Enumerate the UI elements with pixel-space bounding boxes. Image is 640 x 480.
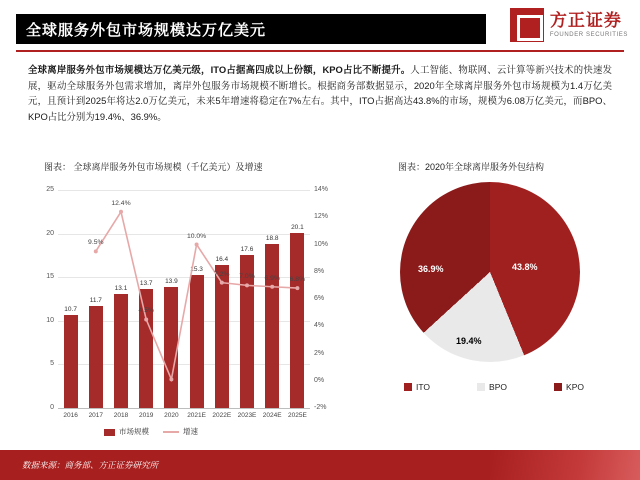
- x-axis-line: [58, 408, 310, 409]
- page-title: 全球服务外包市场规模达万亿美元: [26, 21, 267, 39]
- x-axis-tick: 2025E: [287, 412, 307, 419]
- bar-value-label: 17.6: [240, 245, 254, 253]
- x-axis-tick: 2019: [138, 412, 154, 419]
- bar-value-label: 13.7: [139, 279, 153, 287]
- logo-text-en: FOUNDER SECURITIES: [549, 31, 628, 38]
- bar-value-label: 15.3: [190, 265, 203, 273]
- line-value-label: 7.0%: [239, 273, 255, 281]
- y-axis-tick: 15: [46, 273, 54, 281]
- header-divider: [16, 50, 624, 52]
- growth-line: [58, 190, 310, 408]
- line-value-label: 6.9%: [264, 274, 280, 282]
- combo-chart-plot: [46, 186, 329, 419]
- pie-label-bpo: 19.4%: [456, 336, 482, 346]
- title-banner: [16, 14, 486, 44]
- y2-axis-tick: 0%: [314, 376, 325, 384]
- pie-chart-legend: [404, 382, 584, 392]
- y2-axis-tick: 12%: [314, 213, 329, 221]
- bar-value-label: 13.9: [165, 277, 178, 285]
- x-axis-tick: 2023E: [237, 412, 257, 419]
- y-axis-tick: 0: [50, 404, 54, 411]
- legend-item-ito: ITO: [404, 382, 430, 392]
- y2-axis-tick: 6%: [314, 295, 325, 302]
- right-chart-caption: 图表：2020年全球离岸服务外包结构: [398, 162, 545, 172]
- left-chart-caption: 图表： 全球离岸服务外包市场规模（千亿美元）及增速: [44, 162, 263, 172]
- slide-footer: [0, 450, 640, 480]
- y-axis-tick: 20: [46, 229, 54, 237]
- y2-axis-tick: 8%: [314, 267, 325, 275]
- x-axis-tick: 2022E: [212, 412, 232, 419]
- y-axis-tick: 25: [46, 186, 54, 193]
- x-axis-tick: 2020: [164, 412, 179, 419]
- brand-logo: [510, 8, 628, 42]
- logo-mark-icon: [510, 8, 544, 42]
- y-axis-tick: 10: [46, 316, 54, 324]
- line-value-label: 9.5%: [88, 239, 104, 247]
- x-axis-tick: 2024E: [262, 412, 282, 419]
- x-axis-tick: 2016: [63, 412, 78, 419]
- slide-header: [0, 0, 640, 58]
- y2-axis-tick: 4%: [314, 322, 325, 330]
- legend-item-bpo: BPO: [477, 382, 507, 392]
- bar-value-label: 11.7: [89, 296, 102, 304]
- bar-value-label: 18.8: [265, 235, 279, 243]
- x-axis-tick: 2017: [88, 412, 104, 419]
- legend-item-kpo: KPO: [554, 382, 584, 392]
- pie-label-kpo: 36.9%: [418, 264, 444, 274]
- bar-value-label: 16.4: [215, 255, 229, 263]
- bar-value-label: 10.7: [64, 305, 77, 313]
- y2-axis-tick: -2%: [314, 404, 327, 411]
- y-axis-tick: 5: [50, 360, 54, 368]
- x-axis-tick: 2021E: [187, 412, 206, 419]
- line-value-label: 4.5%: [138, 307, 154, 315]
- legend-bar-series: 市场规模: [104, 426, 149, 437]
- line-value-label: 12.4%: [111, 199, 131, 207]
- combo-chart-legend: [104, 426, 198, 437]
- lead-rest: 人工智能、物联网、云计算等新兴技术的快速发展，驱动全球服务外包需求增加，离岸外包服务市场规模不断增长。根据商务部数据显示，2020年全球离岸服务外包市场规模为1.4万亿美元，且预计到2025年将达2.0万亿美元，未来5年增速将稳定在7%左右。其中，ITO占据高达43.8%的市场，规模为6.08万亿美元，而BPO、KPO占比分别为19.4%、36.9%。: [28, 64, 612, 122]
- footer-accent: [490, 450, 640, 480]
- y2-axis-tick: 2%: [314, 349, 325, 357]
- line-value-label: 7.2%: [214, 270, 230, 278]
- legend-line-series: 增速: [163, 426, 198, 437]
- lead-paragraph: [28, 62, 612, 124]
- bar-value-label: 20.1: [291, 223, 304, 231]
- combo-chart: [24, 180, 344, 440]
- pie-label-ito: 43.8%: [512, 262, 538, 272]
- pie-chart: [360, 176, 620, 446]
- source-note: 数据来源：商务部、方正证券研究所: [22, 460, 159, 470]
- y2-axis-tick: 10%: [314, 240, 329, 248]
- x-axis-tick: 2018: [113, 412, 129, 419]
- bar-value-label: 13.1: [114, 284, 128, 292]
- lead-bold: 全球离岸服务外包市场规模达万亿美元级，ITO占据高四成以上份额，KPO占比不断提升。: [28, 64, 411, 75]
- y2-axis-tick: 14%: [314, 186, 329, 193]
- line-value-label: 10.0%: [186, 232, 207, 240]
- line-value-label: 6.8%: [289, 276, 306, 284]
- logo-text-cn: 方正证券: [549, 10, 622, 30]
